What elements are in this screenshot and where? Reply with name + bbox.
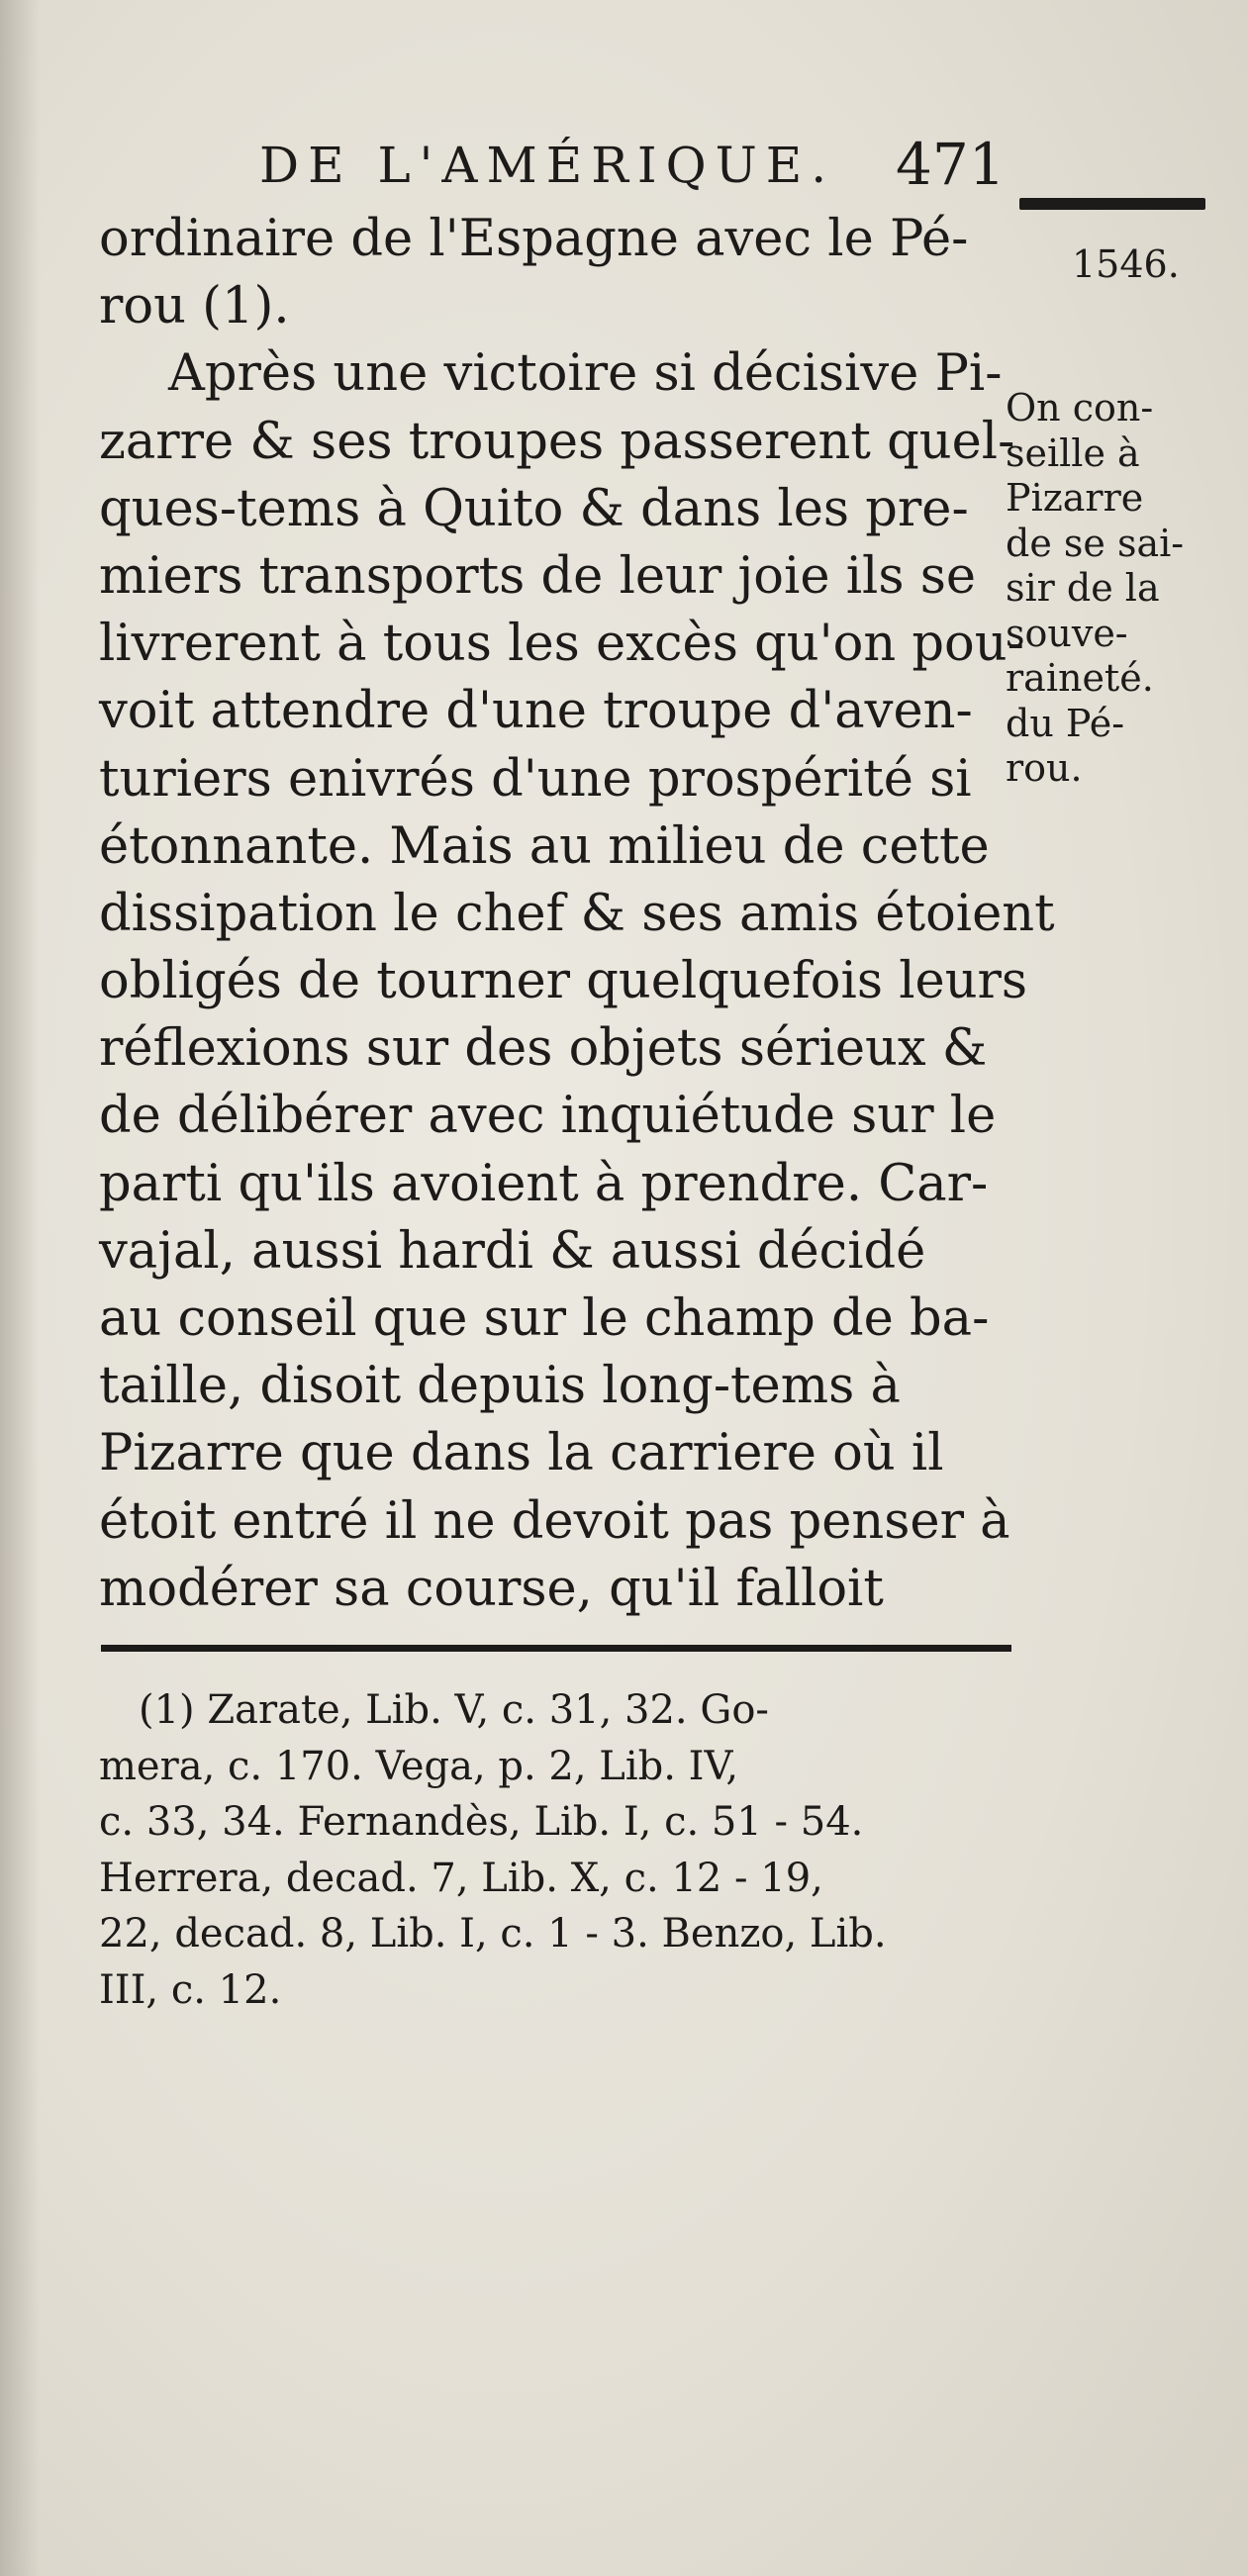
footnote-line: III, c. 12. [99,1966,282,2013]
body-line: taille, disoit depuis long-tems à [99,1357,901,1416]
body-line: miers transports de leur joie ils se [99,546,977,606]
footnote-line: c. 33, 34. Fernandès, Lib. I, c. 51 - 54. [99,1799,864,1845]
body-line: turiers enivrés d'une prospérité si [99,749,972,809]
marginal-note-line: du Pé- [1006,701,1125,745]
body-line: au conseil que sur le champ de ba- [99,1289,990,1348]
body-line: obligés de tourner quelquefois leurs [99,952,1028,1011]
marginal-note-line: raineté. [1006,656,1154,700]
body-line: rou (1). [99,277,290,336]
page-number: 471 [896,131,1006,198]
marginal-note-line: seille à [1006,430,1140,475]
marginal-note-line: On con- [1006,386,1154,429]
body-line: étoit entré il ne devoit pas penser à [99,1491,1010,1551]
marginal-note [1006,386,1228,792]
header-rule [1019,198,1205,210]
body-line: Après une victoire si décisive Pi- [168,344,1003,404]
marginal-note-line: de se sai- [1006,521,1185,565]
marginal-note-line: rou. [1006,746,1083,790]
body-line: de délibérer avec inquiétude sur le [99,1087,997,1146]
body-line: livrerent à tous les excès qu'on pou- [99,615,1024,674]
body-line: étonnante. Mais au milieu de cette [99,816,990,876]
body-line: Pizarre que dans la carriere où il [99,1424,944,1483]
footnotes [99,1682,1049,2018]
gutter-shadow [0,0,40,2576]
body-line: dissipation le chef & ses amis étoient [99,884,1055,943]
footnote-line: mera, c. 170. Vega, p. 2, Lib. IV, [99,1743,739,1789]
body-line: zarre & ses troupes passerent quel- [99,412,1015,471]
body-line: vajal, aussi hardi & aussi décidé [99,1221,926,1281]
body-line: voit attendre d'une troupe d'aven- [99,682,973,741]
footnote-rule [101,1645,1011,1652]
marginal-note-line: sir de la [1006,566,1160,610]
running-title: DE L'AMÉRIQUE. [259,137,836,194]
footnote-line: Herrera, decad. 7, Lib. X, c. 12 - 19, [99,1855,823,1901]
body-line: ordinaire de l'Espagne avec le Pé- [99,210,969,268]
footnote-line: 22, decad. 8, Lib. I, c. 1 - 3. Benzo, Lib. [99,1911,887,1956]
body-text [99,206,1055,1623]
body-line: parti qu'ils avoient à prendre. Car- [99,1154,989,1213]
footnote-line: (1) Zarate, Lib. V, c. 31, 32. Go- [139,1687,769,1733]
body-line: ques-tems à Quito & dans les pre- [99,479,969,538]
marginal-note-line: souve- [1006,611,1128,655]
body-line: modérer sa course, qu'il falloit [99,1559,884,1618]
body-line: réflexions sur des objets sérieux & [99,1019,988,1079]
marginal-note-line: Pizarre [1006,476,1144,520]
margin-year: 1546. [1072,242,1180,286]
